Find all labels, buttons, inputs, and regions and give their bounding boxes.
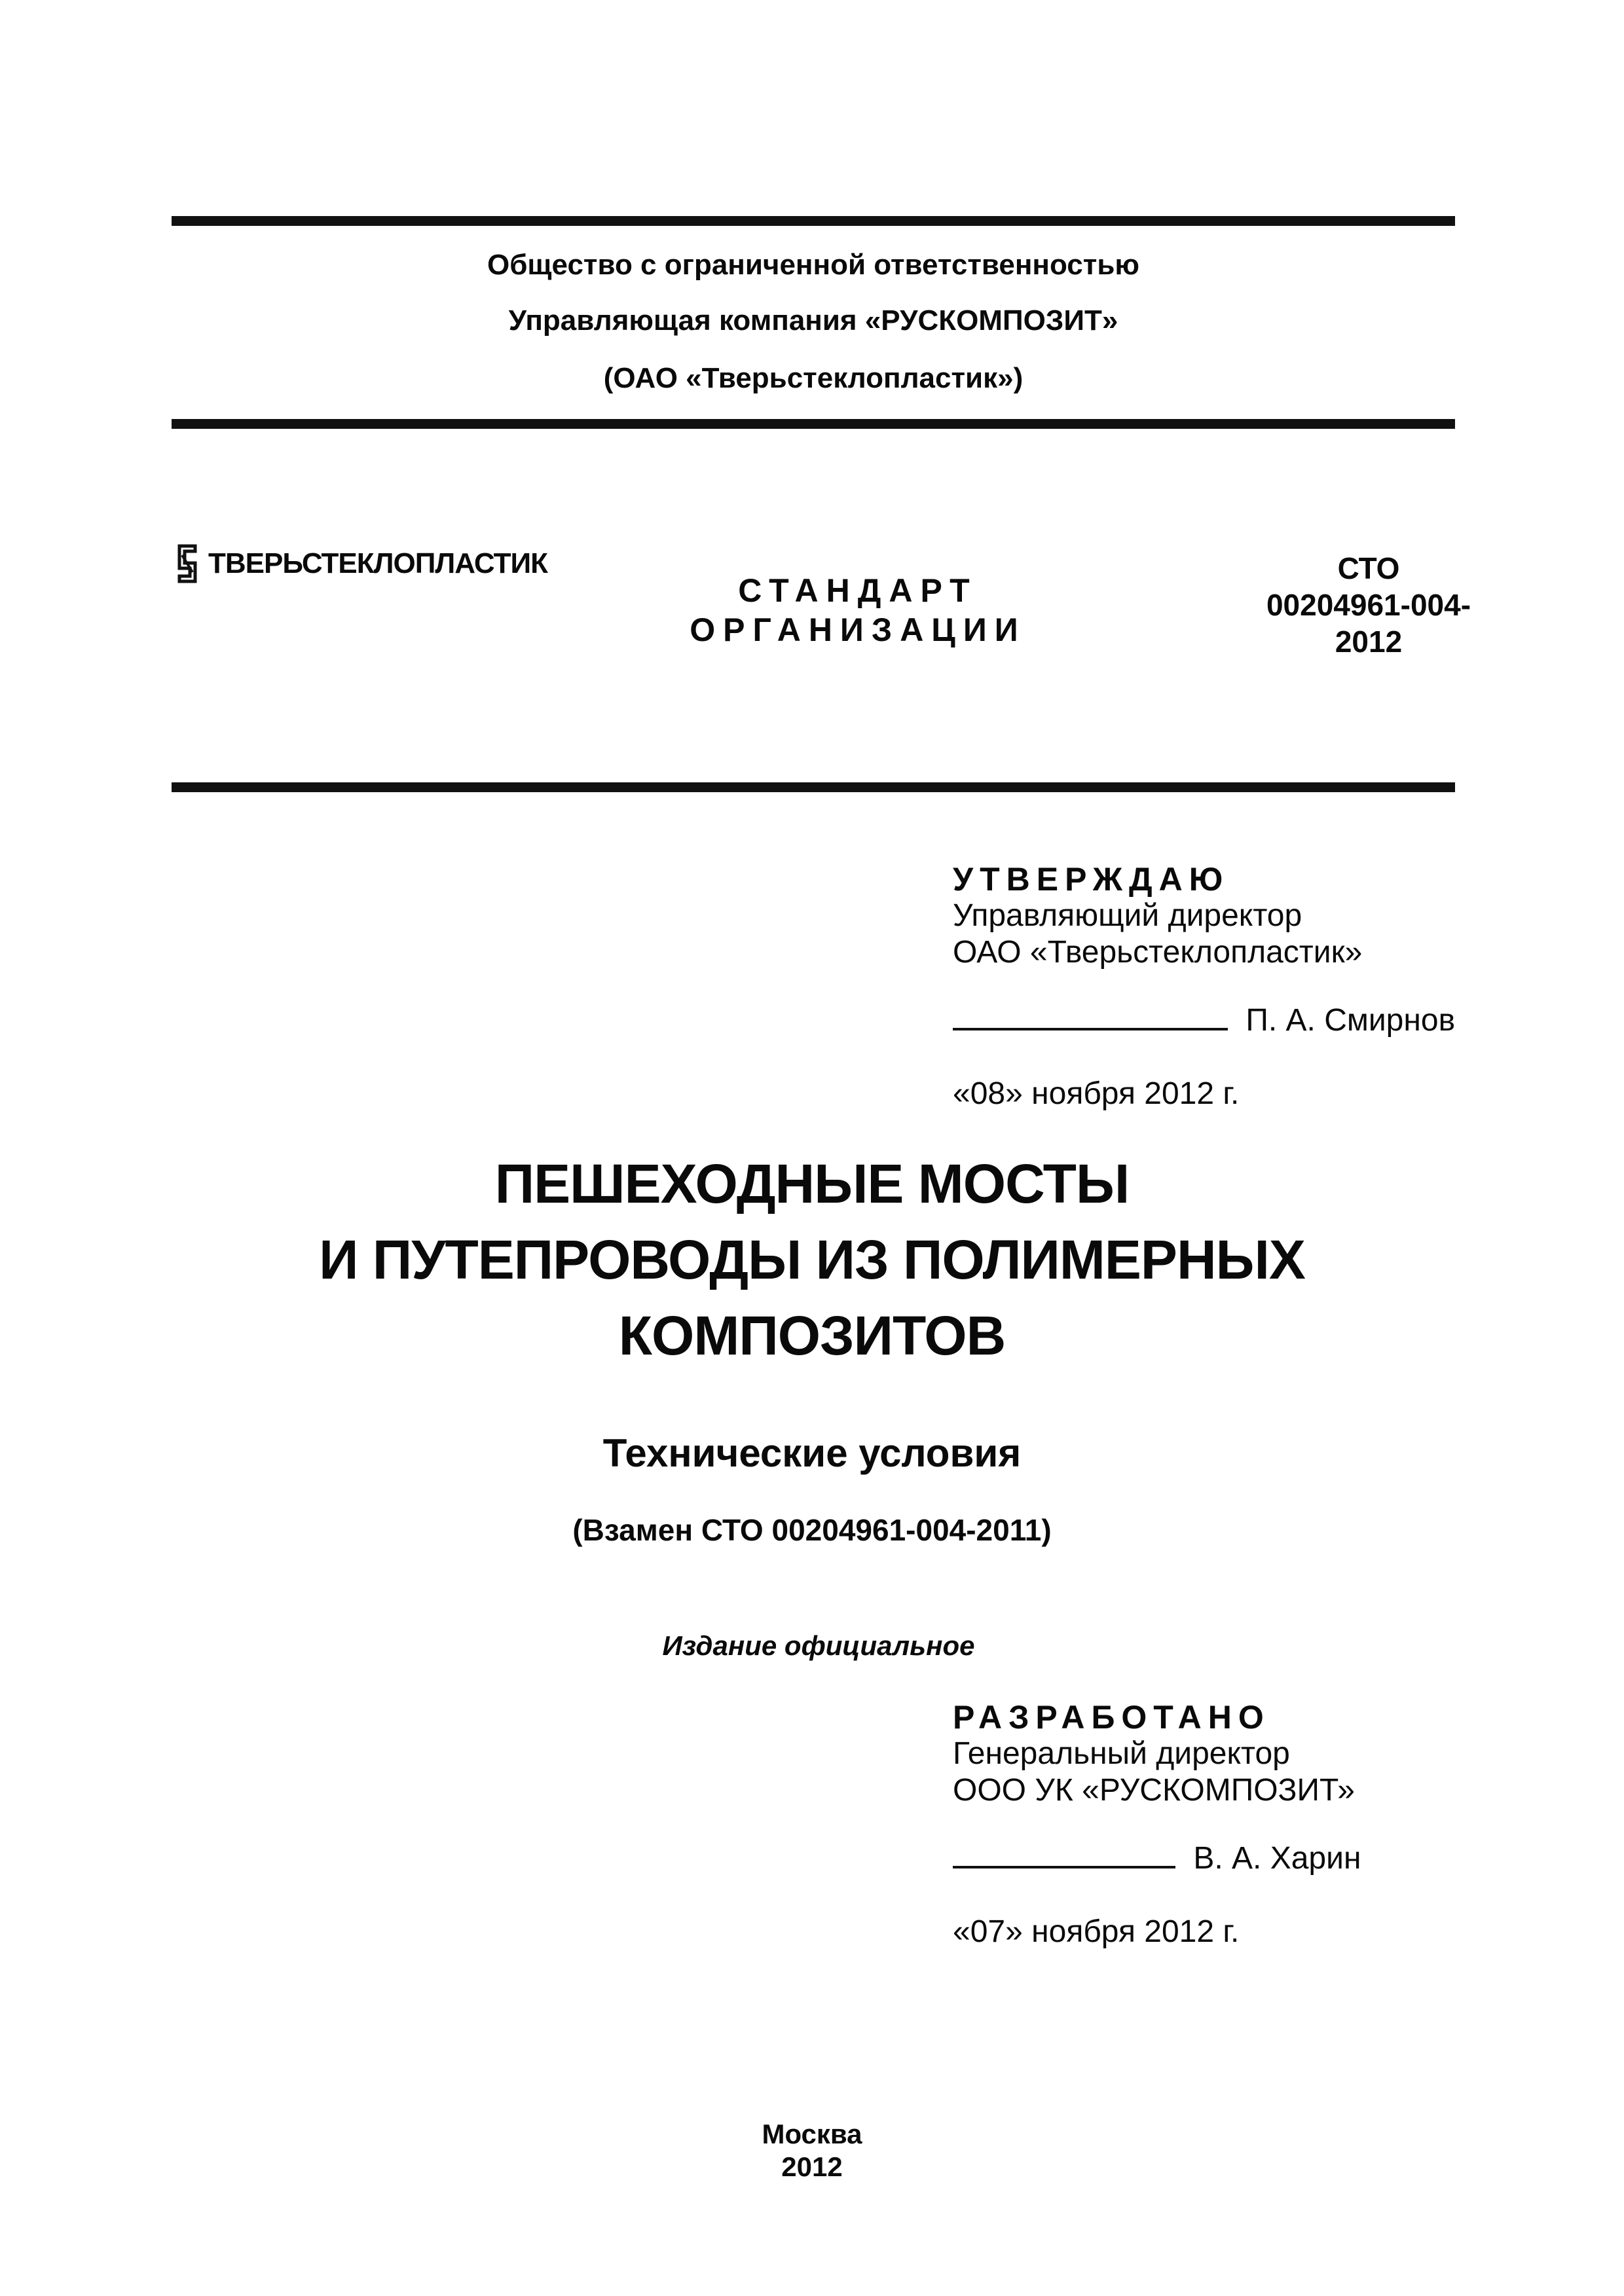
approval-heading: УТВЕРЖДАЮ [953, 861, 1230, 898]
document-title [157, 1146, 1467, 1374]
standard-type-line1: СТАНДАРТ [738, 572, 978, 609]
title-line2: И ПУТЕПРОВОДЫ ИЗ ПОЛИМЕРНЫХ [319, 1229, 1305, 1290]
approval-signature-row [953, 1002, 1542, 1039]
edition-note: Издание официальное [662, 1630, 975, 1661]
approval-date: «08» ноября 2012 г. [953, 1076, 1240, 1111]
org-name-line1: Общество с ограниченной ответственностью [487, 249, 1139, 281]
approval-block [953, 861, 1542, 1112]
logo-icon [175, 543, 200, 584]
year: 2012 [781, 2151, 843, 2182]
title-line1: ПЕШЕХОДНЫЕ МОСТЫ [494, 1153, 1130, 1214]
org-name-line3: (ОАО «Тверьстеклопластик») [603, 362, 1024, 394]
replaces-note: (Взамен СТО 00204961-004-2011) [572, 1513, 1052, 1547]
standard-code-line3: 2012 [1335, 625, 1403, 659]
developed-position: Генеральный директор [953, 1736, 1290, 1771]
standard-code [1205, 550, 1532, 660]
publication-place [681, 2118, 943, 2183]
standard-bottom-rule [172, 782, 1455, 792]
top-rule [172, 216, 1455, 226]
company-logo [175, 543, 547, 584]
standard-code-line1: СТО [1337, 551, 1400, 585]
developed-block [953, 1699, 1542, 1950]
logo-text: ТВЕРЬСТЕКЛОПЛАСТИК [208, 547, 547, 579]
standard-type-line2: ОРГАНИЗАЦИИ [690, 611, 1026, 648]
title-line3: КОМПОЗИТОВ [618, 1305, 1006, 1366]
developed-signature-row [953, 1840, 1542, 1877]
header-bottom-rule [172, 419, 1455, 429]
approval-signatory: П. А. Смирнов [1246, 1003, 1456, 1038]
developed-company: ООО УК «РУСКОМПОЗИТ» [953, 1773, 1355, 1808]
developed-date: «07» ноября 2012 г. [953, 1914, 1240, 1949]
city: Москва [762, 2119, 862, 2149]
standard-type [629, 571, 1087, 649]
approval-signature-line [953, 1028, 1228, 1030]
org-name-line2: Управляющая компания «РУСКОМПОЗИТ» [508, 304, 1118, 337]
document-subtitle: Технические условия [602, 1431, 1022, 1475]
standard-code-line2: 00204961-004- [1266, 588, 1471, 622]
developed-signatory: В. А. Харин [1193, 1841, 1361, 1876]
developed-heading: РАЗРАБОТАНО [953, 1699, 1270, 1736]
approval-position: Управляющий директор [953, 898, 1302, 933]
approval-company: ОАО «Тверьстеклопластик» [953, 935, 1363, 970]
developed-signature-line [953, 1866, 1175, 1868]
